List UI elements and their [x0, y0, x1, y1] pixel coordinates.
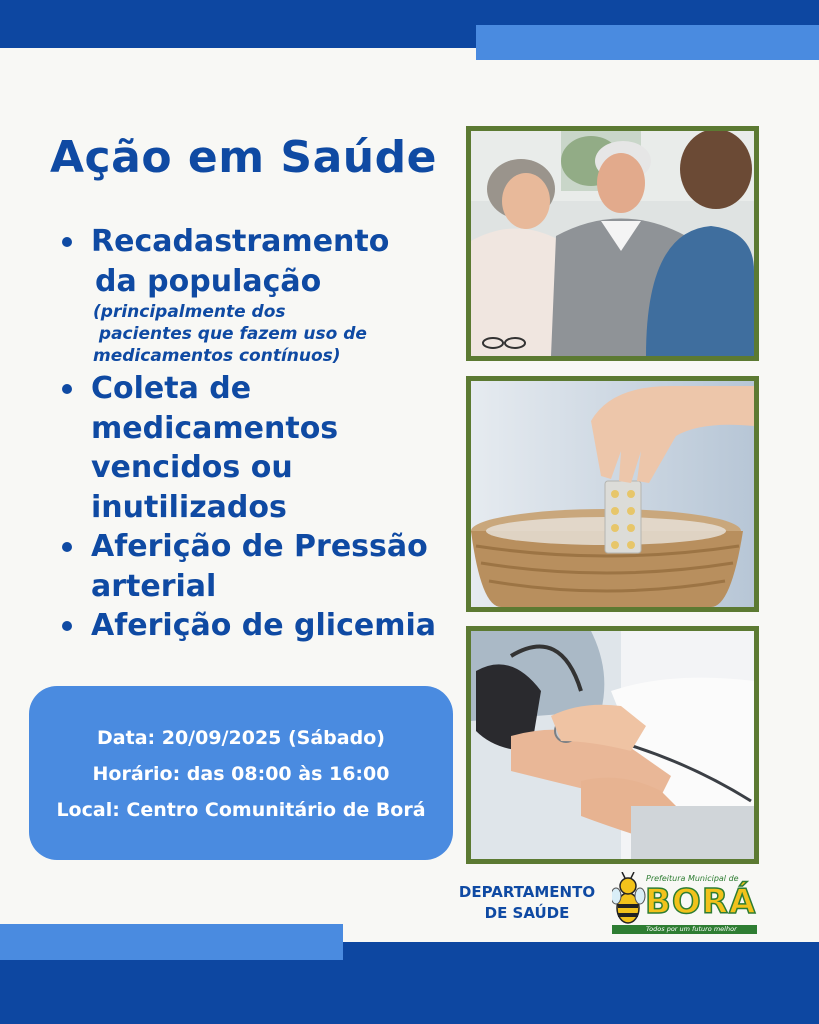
bottom-accent-bar — [0, 924, 343, 960]
bullet-dot — [62, 384, 72, 394]
logo-name: BORÁ — [645, 882, 757, 922]
bullet-dot — [62, 621, 72, 631]
item-note: medicamentos contínuos) — [93, 346, 341, 366]
elderly-couple-consultation-photo — [466, 126, 759, 361]
item-text: Recadastramento — [91, 224, 390, 259]
event-info-box — [29, 686, 453, 860]
bee-mascot-icon — [612, 872, 645, 923]
item-text: Coleta de — [91, 371, 252, 406]
item-note: pacientes que fazem uso de — [93, 324, 367, 344]
logo-top-text: Prefeitura Municipal de — [646, 874, 739, 883]
page-title: Ação em Saúde — [50, 132, 437, 183]
bullet-dot — [62, 542, 72, 552]
department-label — [452, 882, 602, 924]
item-text: da população — [95, 263, 322, 299]
item-text: medicamentos — [91, 410, 339, 446]
event-location: Local: Centro Comunitário de Borá — [56, 799, 426, 821]
list-item-recadastramento — [58, 222, 458, 367]
department-line: DEPARTAMENTO — [458, 883, 596, 901]
department-line: DE SAÚDE — [484, 904, 570, 922]
list-item-glicemia — [58, 606, 458, 646]
top-accent-bar — [476, 25, 819, 60]
event-date: Data: 20/09/2025 (Sábado) — [97, 727, 385, 749]
item-text: vencidos ou — [91, 450, 293, 485]
blood-pressure-measurement-photo — [466, 626, 759, 864]
logo-slogan: Todos por um futuro melhor — [646, 925, 737, 933]
item-note: (principalmente dos — [93, 302, 286, 322]
activities-list — [58, 222, 458, 646]
item-text: Aferição de Pressão — [91, 529, 428, 564]
event-time: Horário: das 08:00 às 16:00 — [92, 763, 390, 785]
bullet-dot — [62, 237, 72, 247]
item-text: Aferição de glicemia — [91, 608, 436, 643]
bora-municipal-logo — [612, 872, 757, 934]
list-item-pressao — [58, 527, 458, 606]
item-text: arterial — [91, 568, 217, 604]
medicine-disposal-basket-photo — [466, 376, 759, 612]
list-item-coleta — [58, 369, 458, 527]
item-text: inutilizados — [91, 489, 287, 525]
